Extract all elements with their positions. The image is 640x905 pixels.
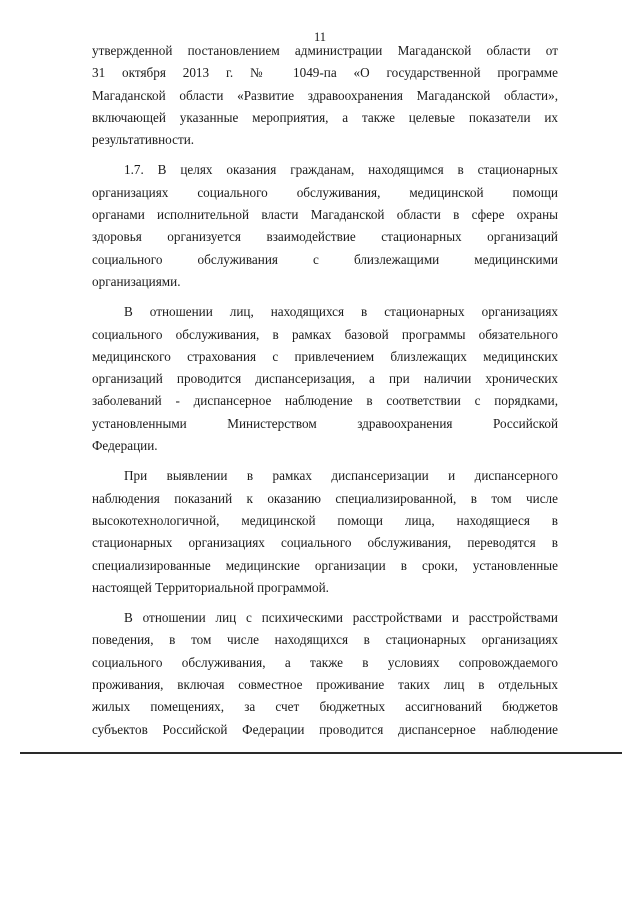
- paragraph: [92, 465, 558, 599]
- text-line: Федерации.: [92, 438, 158, 454]
- text-line: Магаданской области «Развитие здравоохранения Магаданской области»,: [92, 87, 558, 103]
- text-line: 31 октября 2013 г. № 1049-па «О государственной программе: [92, 65, 558, 81]
- paragraph-gap: [92, 151, 558, 159]
- text-line: социального обслуживания, а также в условиях сопровождаемого: [92, 654, 558, 670]
- page-number: 11: [313, 30, 327, 44]
- text-line: высокотехнологичной, медицинской помощи лица, находящиеся в: [92, 512, 558, 528]
- text-line: организаций проводится диспансеризация, а при наличии хронических: [92, 371, 558, 387]
- text-line: специализированные медицинские организации в сроки, установленные: [92, 557, 558, 573]
- text-line: В отношении лиц, находящихся в стационарных организациях: [124, 304, 558, 320]
- paragraph: [92, 301, 558, 457]
- text-line: настоящей Территориальной программой.: [92, 579, 329, 595]
- text-line: социального обслуживания, в рамках базовой программы обязательного: [92, 326, 558, 342]
- text-line: организациях социального обслуживания, медицинской помощи: [92, 184, 558, 200]
- text-line: В отношении лиц с психическими расстройствами и расстройствами: [124, 610, 558, 626]
- text-line: медицинского страхования с привлечением близлежащих медицинских: [92, 348, 558, 364]
- paragraph: [92, 159, 558, 293]
- paragraph-gap: [92, 293, 558, 301]
- text-line: проживания, включая совместное проживание таких лиц в отдельных: [92, 677, 558, 693]
- text-line: При выявлении в рамках диспансеризации и диспансерного: [124, 468, 558, 484]
- text-line: органами исполнительной власти Магаданской области в сфере охраны: [92, 207, 558, 223]
- text-line: заболеваний - диспансерное наблюдение в соответствии с порядками,: [92, 393, 558, 409]
- document-body: [92, 40, 558, 741]
- text-line: наблюдения показаний к оказанию специализированной, в том числе: [92, 490, 558, 506]
- text-line: утвержденной постановлением администрации Магаданской области от: [92, 43, 558, 58]
- text-line: здоровья организуется взаимодействие стационарных организаций: [92, 229, 558, 245]
- text-line: поведения, в том числе находящихся в стационарных организациях: [92, 632, 558, 648]
- text-line: 1.7. В целях оказания гражданам, находящимся в стационарных: [124, 162, 558, 178]
- text-line: стационарных организациях социального обслуживания, переводятся в: [92, 535, 558, 551]
- text-line: включающей указанные мероприятия, а также целевые показатели их: [92, 109, 558, 125]
- text-line: организациями.: [92, 273, 181, 289]
- text-line: субъектов Российской Федерации проводится диспансерное наблюдение: [92, 721, 558, 737]
- text-line: результативности.: [92, 132, 195, 148]
- bottom-divider-line: [20, 752, 622, 754]
- text-line: установленными Министерством здравоохранения Российской: [92, 415, 558, 431]
- text-line: социального обслуживания с близлежащими медицинскими: [92, 251, 558, 267]
- text-line: жилых помещениях, за счет бюджетных ассигнований бюджетов: [92, 699, 558, 715]
- paragraph-gap: [92, 457, 558, 465]
- paragraph: [92, 607, 558, 741]
- paragraph-gap: [92, 599, 558, 607]
- paragraph: [92, 40, 558, 151]
